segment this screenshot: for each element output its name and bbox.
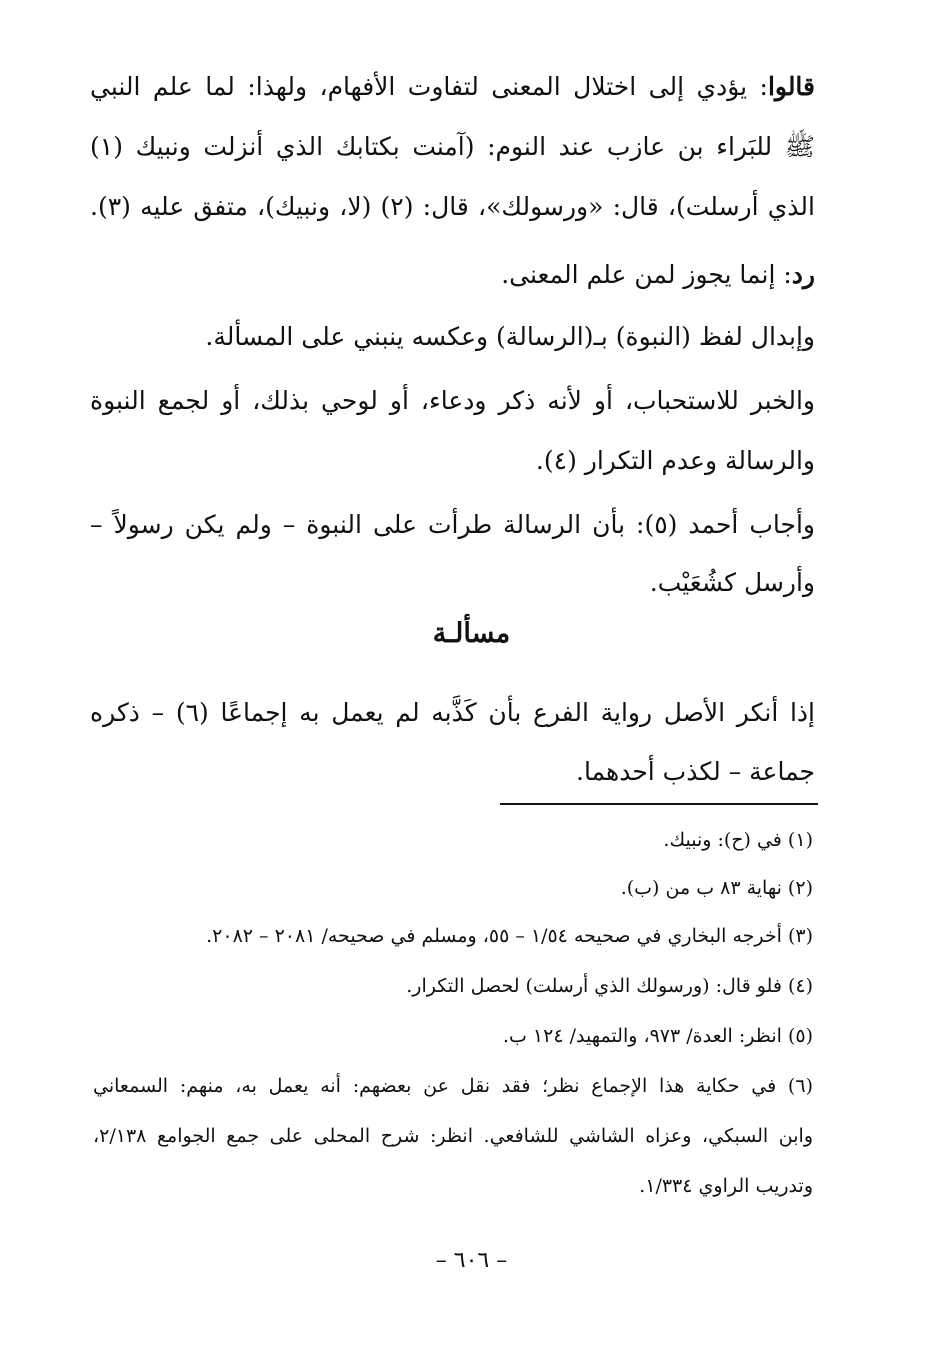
body-line-2: ﷺ للبَراء بن عازب عند النوم: (آمنت بكتابك الذي أنزلت ونبيك (١) xyxy=(90,132,815,161)
body-line-5: وإبدال لفظ (النبوة) بـ(الرسالة) وعكسه ينبني على المسألة. xyxy=(205,322,815,351)
footnote-separator xyxy=(500,803,818,805)
lead-word-radd: رد xyxy=(791,260,815,289)
body-line-4-text: : إنما يجوز لمن علم المعنى. xyxy=(501,260,792,289)
body-line-1 xyxy=(90,70,815,104)
body-line-8: وأجاب أحمد (٥): بأن الرسالة طرأت على النبوة – ولم يكن رسولاً – xyxy=(90,510,815,539)
footnote-3: (٣) أخرجه البخاري في صحيحه ١/٥٤ – ٥٥، ومسلم في صحيحه/ ٢٠٨١ – ٢٠٨٢. xyxy=(206,925,813,947)
footnote-4: (٤) فلو قال: (ورسولك الذي أرسلت) لحصل التكرار. xyxy=(406,975,813,997)
body-line-1-text: : يؤدي إلى اختلال المعنى لتفاوت الأفهام، ولهذا: لما علم النبي xyxy=(90,72,768,101)
footnote-5: (٥) انظر: العدة/ ٩٧٣، والتمهيد/ ١٢٤ ب. xyxy=(502,1025,813,1047)
page-number: – ٦٠٦ – xyxy=(435,1248,508,1273)
footnote-6-line-2: وابن السبكي، وعزاه الشاشي للشافعي. انظر: شرح المحلى على جمع الجوامع ٢/١٣٨، xyxy=(93,1125,813,1147)
body-line-7: والرسالة وعدم التكرار (٤). xyxy=(535,446,815,475)
lead-word-qalu: قالوا xyxy=(767,72,815,101)
footnote-6-line-3: وتدريب الراوي ١/٣٣٤. xyxy=(639,1175,813,1197)
body-line-10: إذا أنكر الأصل رواية الفرع بأن كَذَّبه لم يعمل به إجماعًا (٦) – ذكره xyxy=(90,698,816,727)
body-line-11: جماعة – لكذب أحدهما. xyxy=(576,757,815,786)
body-line-6: والخبر للاستحباب، أو لأنه ذكر ودعاء، أو لوحي بذلك، أو لجمع النبوة xyxy=(90,386,815,415)
footnote-1: (١) في (ح): ونبيك. xyxy=(663,829,813,851)
footnote-6-line-1: (٦) في حكاية هذا الإجماع نظر؛ فقد نقل عن بعضهم: أنه يعمل به، منهم: السمعاني xyxy=(93,1075,813,1097)
body-line-4 xyxy=(90,258,815,292)
body-line-3: الذي أرسلت)، قال: «ورسولك»، قال: (٢) (لا، ونبيك)، متفق عليه (٣). xyxy=(90,192,815,221)
footnote-2: (٢) نهاية ٨٣ ب من (ب). xyxy=(620,877,813,899)
body-line-9: وأرسل كشُعَيْب. xyxy=(649,568,815,597)
section-heading: مسألـة xyxy=(432,618,511,649)
